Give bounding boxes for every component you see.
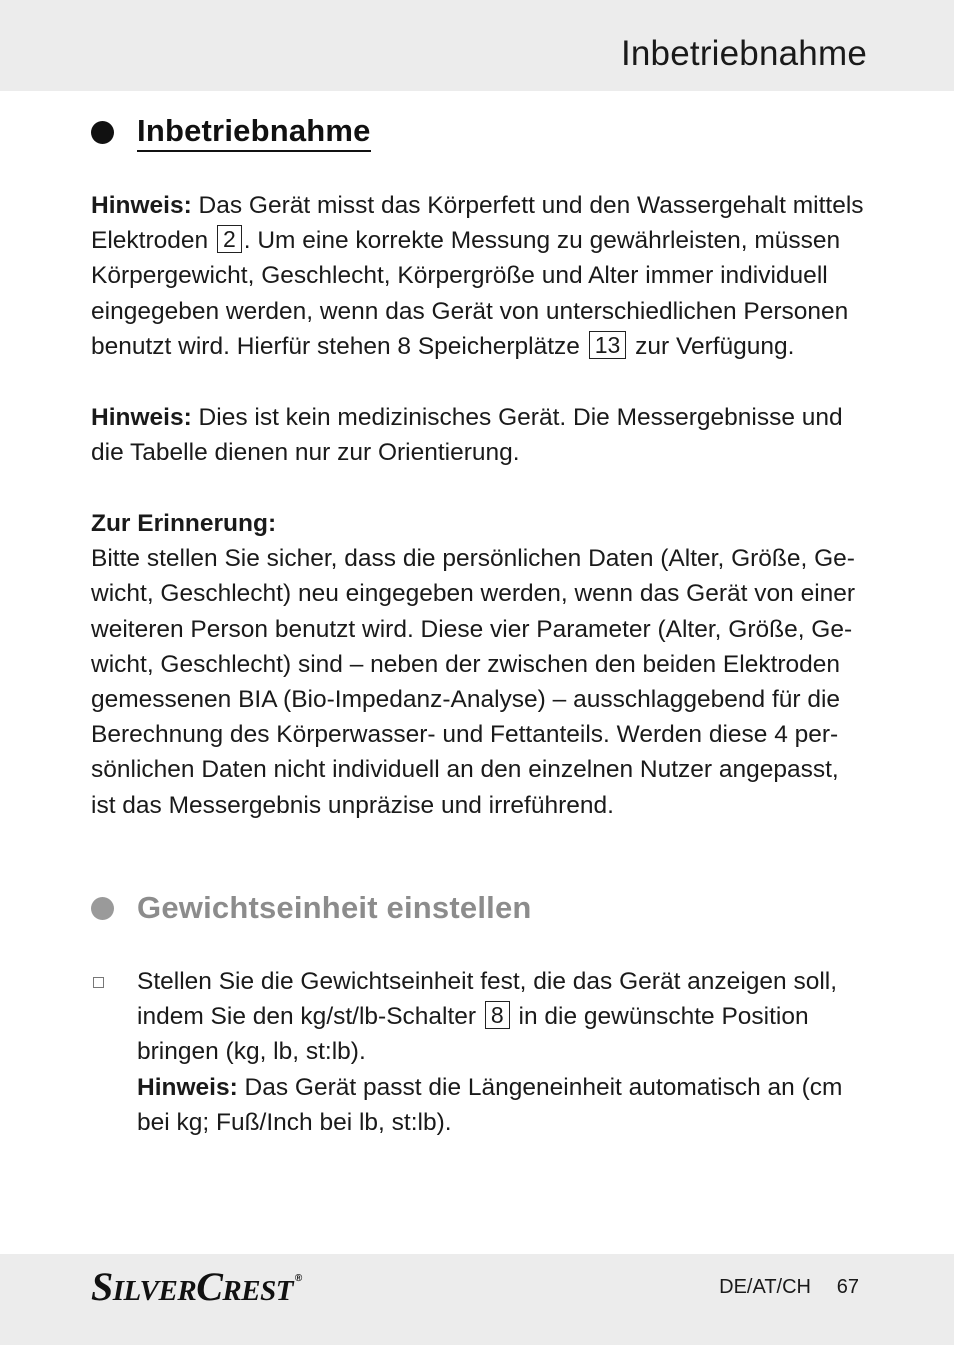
- section-heading-text: Inbetriebnahme: [137, 113, 371, 152]
- instruction-step-body: [137, 964, 866, 1140]
- reference-number-box: 2: [217, 225, 242, 253]
- reminder-label: Zur Erinnerung:: [91, 510, 277, 537]
- reminder-text: Bitte stellen Sie sicher, dass die persönlichen Daten (Alter, Größe, Gewicht, Geschlecht) neu eingegeben werden, wenn das Gerät von einer weiteren Person benutzt wird. Diese vier Parameter (Alter, Größe, Gewicht, Geschlecht) sind – neben der zwischen den beiden Elektroden gemessenen BIA (Bio-Impedanz-Analyse) – ausschlaggebend für die Berechnung des Körperwasser- und Fettanteils. Werden diese 4 persönlichen Daten nicht individuell an den einzelnen Nutzer angepasst, ist das Messergebnis unpräzise und irreführend.: [91, 545, 856, 819]
- page-number: 67: [836, 1276, 859, 1298]
- instruction-step: [91, 964, 866, 1140]
- note-text: Das Gerät passt die Längeneinheit automatisch an (cm bei kg; Fuß/Inch bei lb, st:lb).: [137, 1073, 843, 1136]
- paragraph-text: Das Gerät misst das Körperfett und den Wassergehalt mittels Elektroden: [91, 192, 864, 255]
- step-text: in die gewünschte Position bringen (kg, lb, st:lb).: [137, 1003, 809, 1066]
- paragraph-text: zur Verfügung.: [628, 332, 795, 360]
- bullet-dot-icon: [91, 121, 114, 144]
- reference-number-box: 8: [485, 1001, 510, 1029]
- note-paragraph-medical: [91, 400, 866, 470]
- silvercrest-logo: S ILVER C REST ®: [91, 1264, 302, 1309]
- page-header-title: Inbetriebnahme: [620, 34, 867, 73]
- footer-language-codes: DE/AT/CH: [719, 1276, 811, 1298]
- note-label: Hinweis:: [137, 1073, 238, 1101]
- checkbox-square-icon: [93, 977, 104, 988]
- paragraph-text: . Um eine korrekte Messung zu gewährleisten, müssen Körpergewicht, Geschlecht, Körpergröße und Alter immer individuell eingegeben werden, wenn das Gerät von unterschiedlichen Personen benutzt wird. Hierfür stehen 8 Speicherplätze: [91, 227, 849, 360]
- section-heading-weight-unit: [91, 890, 532, 926]
- paragraph-text: Dies ist kein medizinisches Gerät. Die Messergebnisse und die Tabelle dienen nur zur Orientierung.: [91, 404, 843, 467]
- reference-number-box: 13: [589, 331, 627, 359]
- note-label: Hinweis:: [91, 404, 192, 431]
- note-paragraph-electrodes: [91, 188, 866, 364]
- step-text: Stellen Sie die Gewichtseinheit fest, die das Gerät anzeigen soll, indem Sie den kg/st/lb-Schalter: [137, 968, 838, 1031]
- reminder-paragraph: [91, 506, 866, 823]
- note-label: Hinweis:: [91, 192, 192, 219]
- bullet-dot-icon: [91, 897, 114, 920]
- section-heading-text: Gewichtseinheit einstellen: [137, 890, 532, 925]
- section-heading-inbetriebnahme: [91, 113, 371, 152]
